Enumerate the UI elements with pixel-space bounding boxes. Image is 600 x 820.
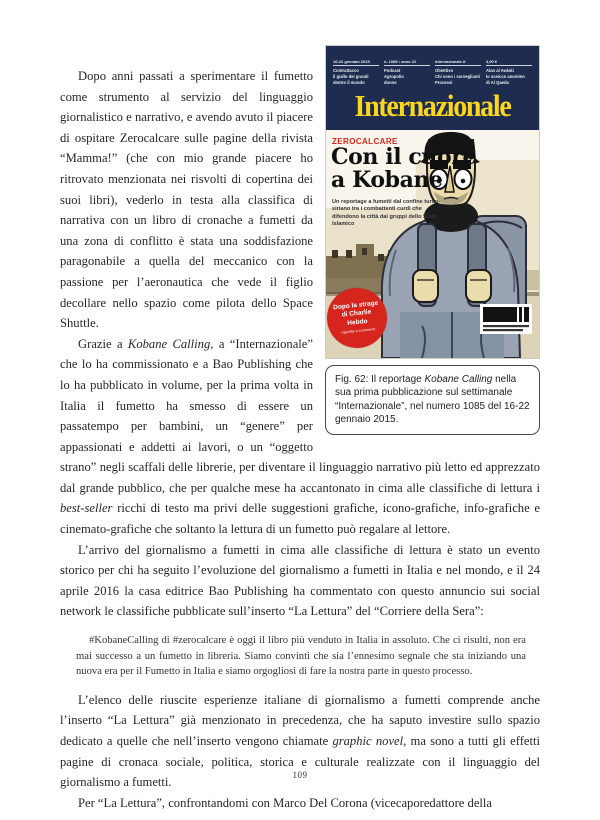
masthead-info-row [333,59,532,86]
divider [333,65,379,66]
cover-illustration [326,130,539,358]
magazine-logo: Internazionale [354,89,511,124]
issue-date: 16-22 gennaio 2015 [333,59,370,64]
paragraph-4: L’elenco delle riuscite esperienze italiane di giornalismo a fumetti comprende anche l’inserto “La Lettura” già menzionato in precedenza, che ha saputo investire sullo spazio dedicato a quelle che nell’inserto vengono chiamate graphic novel, ma sono a tutti gli effetti pagine di cronaca sociale, politica, storica e culturale realizzate con il linguaggio del giornalismo a fumetti. [60,692,540,790]
cover-standfirst: Un reportage a fumetti dal confine turco-siriano tra i combattenti curdi che difendono la città dai gruppi dello Stato islamico [332,199,441,227]
paragraph-3: L’arrivo del giornalismo a fumetti in cima alle classifiche di lettura è stato un evento storico per chi ha seguito l’evoluzione del giornalismo a fumetti in Italia e nel mondo, e il 24 aprile 2016 la casa editrice Bao Publishing ha commentato con questo annuncio sui social network le classifiche pubblicate sull’inserto “La Lettura” del “Corriere della Sera”: [60,542,540,619]
divider [384,65,430,66]
charlie-hebdo-badge: Dopo la strage di Charlie Hebdo vignette e commenti [326,285,390,351]
page-number: 109 [292,770,308,780]
bao-publishing-quote: #KobaneCalling di #zerocalcare è oggi il libro più venduto in Italia in assoluto. Che ci risulti, non era mai successo a un fumetto in libreria. Siamo convinti che sia l’ennesimo segnale che sta iniziando una nuova era per il Fumetto in Italia e siamo orgogliosi di fare la nostra parte in questo processo. [76,635,526,678]
cover-price: 4,00 € [486,59,498,64]
cover-kicker: ZEROCALCARE [332,137,398,146]
figure-caption: Fig. 62: Il reportage Kobane Calling nella sua prima pubblicazione sul settimanale “Internazionale”, nel numero 1085 del 16-22 gennaio 2015. [325,365,540,435]
masthead-column: 16-22 gennaio 2015 Contrattacco il giallo dei grandi dentro il mondo [333,59,379,86]
magazine-cover [325,45,540,359]
divider [486,65,532,66]
paragraph-5: Per “La Lettura”, confrontandomi con Marco Del Corona (vicecaporedattore della [78,795,493,810]
magazine-masthead [326,46,539,130]
masthead-column: internazionale.it Obiettivo Chi sono i sorveglianti Processi [435,59,480,85]
paragraph-2: Grazie a Kobane Calling, a “Internazionale” che lo ha commissionato e a Bao Publishing che lo ha pubblicato in volume, per la prima volta in Italia il fumetto ha smesso di essere un passatempo per bambini, un “genere” per appassionati e addetti ai lavori, o un “oggetto strano” negli scaffali delle librerie, per diventare il linguaggio narrativo più letto ed apprezzato dal grande pubblico, che per qualche mese ha accantonato in cima alle classifiche di lettura i best-seller ricchi di testo ma privi delle suggestioni grafiche, icono-grafiche, info-grafiche e cinemato-grafiche che soltanto la lettura di un fumetto può regalare al lettore. [60,336,540,537]
masthead-column: n. 1085 • anno 22 Podcast Agropolio donne [384,59,430,86]
cover-headline: Con il cuore a Kobane [331,144,477,193]
paragraph-1: Dopo anni passati a sperimentare il fumetto come strumento al servizio del linguaggio giornalistico e narrativo, e avendo avuto il piacere di ospitare Zerocalcare sulle pagine della rivista “Mamma!” (che con mio grande piacere ho ritrovato menzionata nei risvolti di copertina dei suoi libri), vederlo in testa alla classifica di narrativa con un libro di cronache a fumetti da una zona di conflitto è stata una soddisfazione paragonabile a quella del meccanico con la passione per l’aeronautica che vede il figlio decollare nello spazio come pilota dello Space Shuttle. [60,69,313,331]
masthead-column: 4,00 € Alan al Awlaki lo sceicco anonimo di Al Qaeda [486,59,532,86]
magazine-website: internazionale.it [435,59,466,64]
issue-number: n. 1085 • anno 22 [384,59,417,64]
figure-62 [325,45,540,435]
barcode [480,304,532,334]
book-page-content [60,0,540,813]
divider [435,65,481,66]
